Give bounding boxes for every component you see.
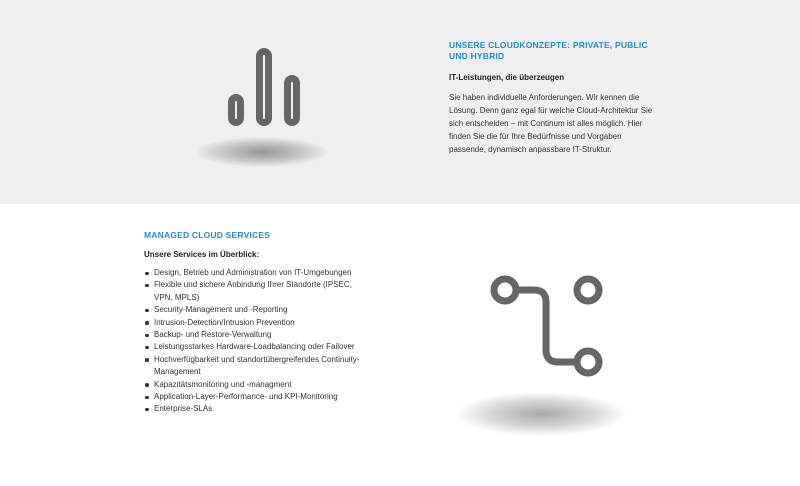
bar-chart-icon — [222, 44, 306, 134]
services-list — [144, 267, 364, 416]
icon-shadow — [456, 392, 626, 436]
list-item: Intrusion-Detection/Intrusion Prevention — [144, 317, 364, 329]
list-item: Flexible und sichere Anbindung Ihrer Standorte (IPSEC, VPN, MPLS) — [144, 279, 364, 304]
cloud-concepts-section — [0, 0, 800, 204]
managed-cloud-section — [0, 204, 800, 486]
managed-cloud-text — [144, 230, 364, 416]
list-item: Enterprise-SLAs — [144, 403, 364, 415]
list-item: Design, Betrieb und Administration von IT-Umgebungen — [144, 267, 364, 279]
section-subheading: Unsere Services im Überblick: — [144, 250, 260, 259]
list-item: Kapazitätsmonitoring und -managment — [144, 379, 364, 391]
section-body: Sie haben individuelle Anforderungen. Wir kennen die Lösung. Denn ganz egal für welche Cloud-Architektur Sie sich entscheiden – mit Continum ist alles möglich. Hier finden Sie die für Ihre Bedürfnisse und Vorgaben passende, dynamisch anpassbare IT-Struktur. — [449, 93, 653, 154]
section-heading: MANAGED CLOUD SERVICES — [144, 230, 271, 240]
list-item: Backup- und Restore-Verwaltung — [144, 329, 364, 341]
list-item: Leistungsstarkes Hardware-Loadbalancing oder Failover — [144, 341, 364, 353]
section-subheading: IT-Leistungen, die überzeugen — [449, 73, 565, 82]
branch-icon — [488, 270, 610, 382]
list-item: Hochverfügbarkeit und standortübergreifendes Continuity-Management — [144, 354, 364, 379]
section-heading: UNSERE CLOUDKONZEPTE: PRIVATE, PUBLIC UND HYBRID — [449, 40, 648, 61]
cloud-concepts-text — [449, 40, 659, 156]
list-item: Application-Layer-Performance- und KPI-Monitoring — [144, 391, 364, 403]
list-item: Security-Management und -Reporting — [144, 304, 364, 316]
icon-shadow — [196, 137, 328, 167]
